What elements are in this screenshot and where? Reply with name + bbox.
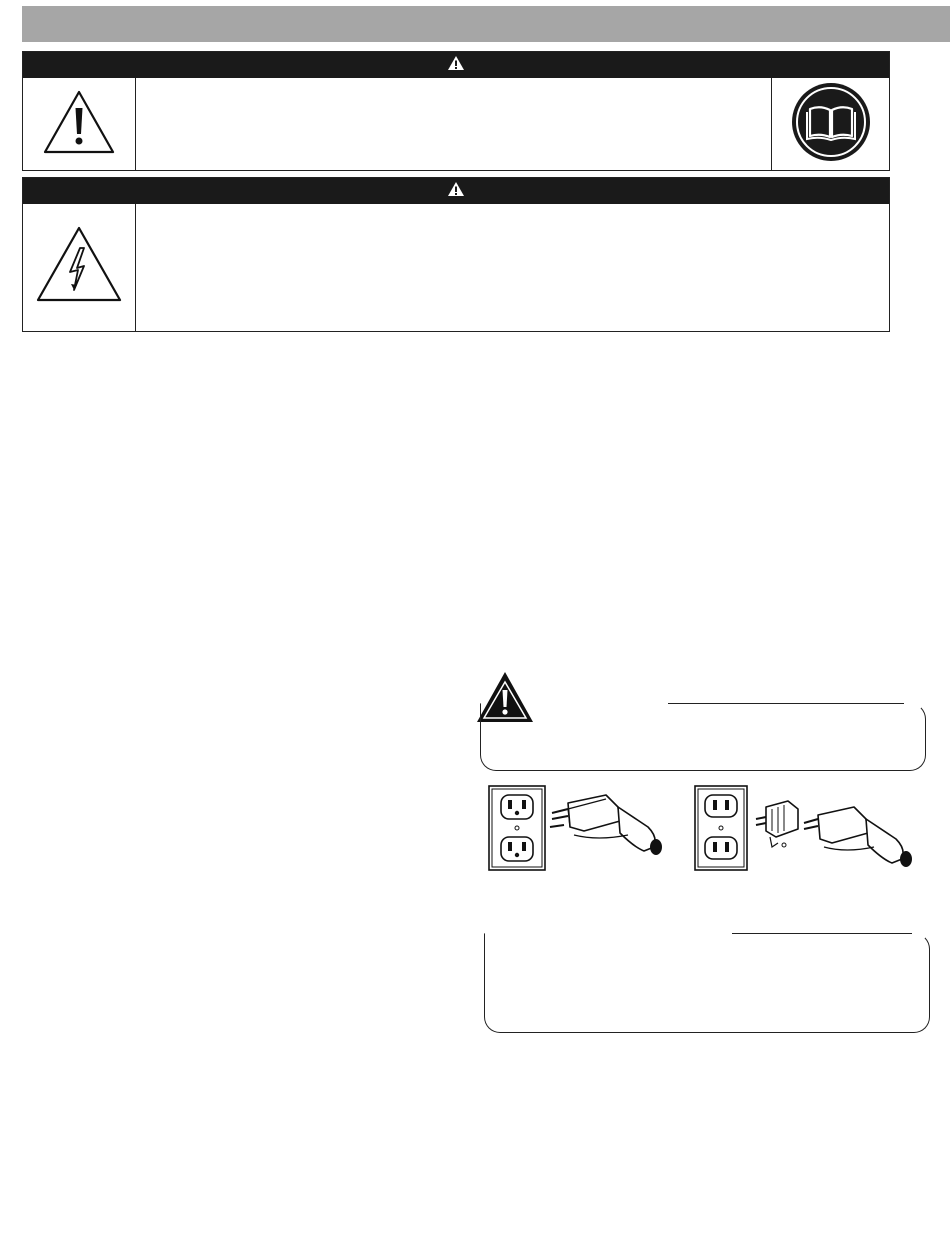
warning-triangle-icon [447, 181, 465, 202]
warning-title-bar [23, 178, 889, 204]
grounded-outlet-with-three-prong-plug [488, 785, 668, 876]
extension-callout-box [484, 933, 930, 1033]
manual-icon-cell [771, 78, 889, 170]
warning-triangle-icon [447, 55, 465, 76]
exclamation-triangle-icon [41, 88, 117, 161]
section-header-band [22, 6, 950, 42]
two-prong-outlet-with-grounding-adapter-and-plug [694, 785, 924, 880]
warning-title-bar [23, 52, 889, 78]
electric-shock-triangle-icon [34, 224, 124, 311]
grounding-callout-box [480, 703, 926, 771]
icon-cell [23, 204, 136, 331]
warning-box-read-manual [22, 51, 890, 171]
icon-cell [23, 78, 136, 170]
read-manual-book-icon [790, 81, 872, 168]
warning-box-electric-shock [22, 177, 890, 332]
